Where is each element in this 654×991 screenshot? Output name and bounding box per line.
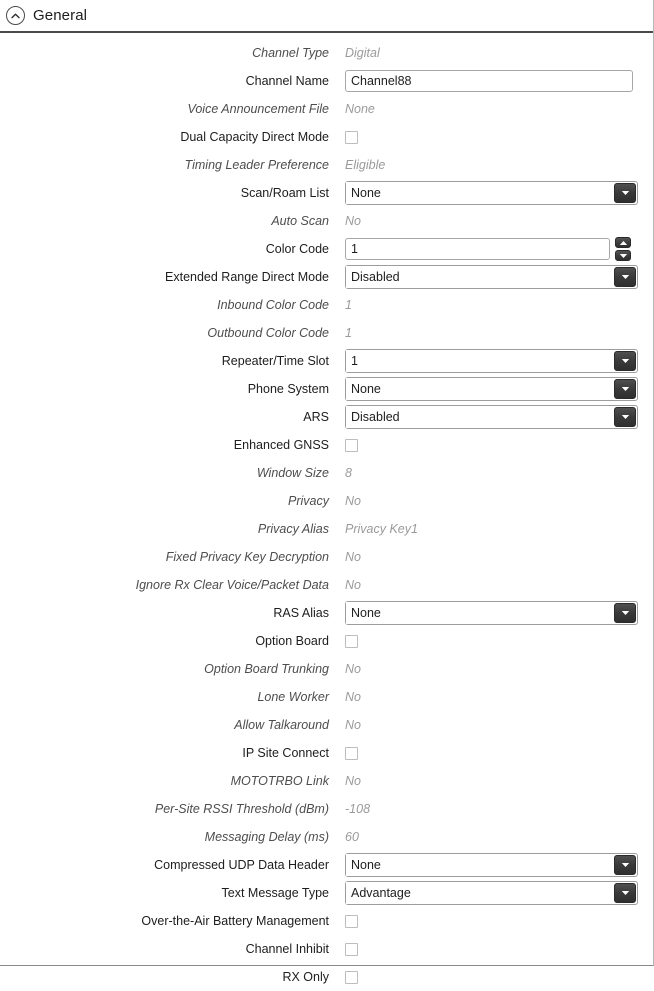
label-dual-capacity-direct-mode: Dual Capacity Direct Mode bbox=[180, 130, 329, 144]
setting-row-channel-inhibit bbox=[0, 935, 653, 963]
setting-row-privacy bbox=[0, 487, 653, 515]
setting-row-extended-range-direct-mode bbox=[0, 263, 653, 291]
control-channel-name bbox=[337, 70, 653, 92]
control-over-the-air-battery-management bbox=[337, 915, 653, 928]
control-repeater-time-slot bbox=[337, 349, 653, 373]
checkbox-over-the-air-battery-management[interactable] bbox=[345, 915, 358, 928]
control-timing-leader-preference bbox=[337, 158, 653, 172]
settings-row-list bbox=[0, 33, 653, 991]
control-auto-scan bbox=[337, 214, 653, 228]
label-ars: ARS bbox=[303, 410, 329, 424]
chevron-down-icon[interactable] bbox=[614, 183, 636, 203]
setting-row-fixed-privacy-key-decryption bbox=[0, 543, 653, 571]
label-channel-type: Channel Type bbox=[252, 46, 329, 60]
label-option-board-trunking: Option Board Trunking bbox=[204, 662, 329, 676]
chevron-down-icon[interactable] bbox=[614, 883, 636, 903]
control-ras-alias bbox=[337, 601, 653, 625]
chevron-down-icon[interactable] bbox=[614, 379, 636, 399]
label-phone-system: Phone System bbox=[247, 382, 329, 396]
label-channel-name: Channel Name bbox=[245, 74, 329, 88]
readonly-value-per-site-rssi-threshold-dbm: -108 bbox=[345, 802, 371, 816]
control-extended-range-direct-mode bbox=[337, 265, 653, 289]
readonly-value-option-board-trunking: No bbox=[345, 662, 361, 676]
label-extended-range-direct-mode: Extended Range Direct Mode bbox=[165, 270, 329, 284]
label-scan-roam-list: Scan/Roam List bbox=[240, 186, 329, 200]
setting-row-messaging-delay-ms bbox=[0, 823, 653, 851]
setting-row-privacy-alias bbox=[0, 515, 653, 543]
dropdown-extended-range-direct-mode[interactable] bbox=[345, 265, 638, 289]
control-option-board bbox=[337, 635, 653, 648]
label-ras-alias: RAS Alias bbox=[273, 606, 329, 620]
setting-row-enhanced-gnss bbox=[0, 431, 653, 459]
label-voice-announcement-file: Voice Announcement File bbox=[187, 102, 329, 116]
label-enhanced-gnss: Enhanced GNSS bbox=[233, 438, 329, 452]
setting-row-ras-alias bbox=[0, 599, 653, 627]
control-channel-type bbox=[337, 46, 653, 60]
stepper-down-icon[interactable] bbox=[615, 250, 631, 261]
stepper-color-code bbox=[615, 237, 631, 261]
readonly-value-outbound-color-code: 1 bbox=[345, 326, 352, 340]
dropdown-value-ars: Disabled bbox=[346, 406, 614, 428]
readonly-value-ignore-rx-clear-voice-packet-data: No bbox=[345, 578, 361, 592]
readonly-value-mototrbo-link: No bbox=[345, 774, 361, 788]
setting-row-option-board bbox=[0, 627, 653, 655]
readonly-value-privacy-alias: Privacy Key1 bbox=[345, 522, 418, 536]
setting-row-inbound-color-code bbox=[0, 291, 653, 319]
setting-row-option-board-trunking bbox=[0, 655, 653, 683]
control-channel-inhibit bbox=[337, 943, 653, 956]
dropdown-value-phone-system: None bbox=[346, 378, 614, 400]
label-per-site-rssi-threshold-dbm: Per-Site RSSI Threshold (dBm) bbox=[154, 802, 329, 816]
readonly-value-messaging-delay-ms: 60 bbox=[345, 830, 359, 844]
readonly-value-auto-scan: No bbox=[345, 214, 361, 228]
dropdown-value-compressed-udp-data-header: None bbox=[346, 854, 614, 876]
setting-row-dual-capacity-direct-mode bbox=[0, 123, 653, 151]
setting-row-timing-leader-preference bbox=[0, 151, 653, 179]
dropdown-text-message-type[interactable] bbox=[345, 881, 638, 905]
checkbox-ip-site-connect[interactable] bbox=[345, 747, 358, 760]
control-privacy bbox=[337, 494, 653, 508]
control-allow-talkaround bbox=[337, 718, 653, 732]
label-window-size: Window Size bbox=[256, 466, 329, 480]
label-allow-talkaround: Allow Talkaround bbox=[234, 718, 329, 732]
label-text-message-type: Text Message Type bbox=[221, 886, 329, 900]
section-header-general bbox=[0, 0, 653, 33]
control-scan-roam-list bbox=[337, 181, 653, 205]
setting-row-auto-scan bbox=[0, 207, 653, 235]
readonly-value-channel-type: Digital bbox=[345, 46, 380, 60]
control-privacy-alias bbox=[337, 522, 653, 536]
setting-row-compressed-udp-data-header bbox=[0, 851, 653, 879]
control-ignore-rx-clear-voice-packet-data bbox=[337, 578, 653, 592]
chevron-up-circle-icon[interactable] bbox=[6, 6, 25, 25]
label-auto-scan: Auto Scan bbox=[271, 214, 329, 228]
dropdown-value-ras-alias: None bbox=[346, 602, 614, 624]
setting-row-ip-site-connect bbox=[0, 739, 653, 767]
label-ip-site-connect: IP Site Connect bbox=[242, 746, 329, 760]
control-fixed-privacy-key-decryption bbox=[337, 550, 653, 564]
label-lone-worker: Lone Worker bbox=[257, 690, 329, 704]
label-fixed-privacy-key-decryption: Fixed Privacy Key Decryption bbox=[165, 550, 329, 564]
dropdown-value-scan-roam-list: None bbox=[346, 182, 614, 204]
chevron-down-icon[interactable] bbox=[614, 407, 636, 427]
control-lone-worker bbox=[337, 690, 653, 704]
dropdown-scan-roam-list[interactable] bbox=[345, 181, 638, 205]
checkbox-enhanced-gnss[interactable] bbox=[345, 439, 358, 452]
setting-row-outbound-color-code bbox=[0, 319, 653, 347]
readonly-value-window-size: 8 bbox=[345, 466, 352, 480]
label-color-code: Color Code bbox=[265, 242, 329, 256]
label-channel-inhibit: Channel Inhibit bbox=[245, 942, 329, 956]
setting-row-voice-announcement-file bbox=[0, 95, 653, 123]
control-color-code bbox=[337, 237, 653, 261]
chevron-down-icon[interactable] bbox=[614, 351, 636, 371]
control-outbound-color-code bbox=[337, 326, 653, 340]
label-messaging-delay-ms: Messaging Delay (ms) bbox=[204, 830, 329, 844]
dropdown-repeater-time-slot[interactable] bbox=[345, 349, 638, 373]
checkbox-dual-capacity-direct-mode[interactable] bbox=[345, 131, 358, 144]
setting-row-phone-system bbox=[0, 375, 653, 403]
setting-row-per-site-rssi-threshold-dbm bbox=[0, 795, 653, 823]
control-rx-only bbox=[337, 971, 653, 984]
control-mototrbo-link bbox=[337, 774, 653, 788]
control-ip-site-connect bbox=[337, 747, 653, 760]
control-inbound-color-code bbox=[337, 298, 653, 312]
label-privacy: Privacy bbox=[288, 494, 329, 508]
setting-row-channel-name bbox=[0, 67, 653, 95]
control-messaging-delay-ms bbox=[337, 830, 653, 844]
dropdown-phone-system[interactable] bbox=[345, 377, 638, 401]
setting-row-scan-roam-list bbox=[0, 179, 653, 207]
label-ignore-rx-clear-voice-packet-data: Ignore Rx Clear Voice/Packet Data bbox=[135, 578, 329, 592]
control-dual-capacity-direct-mode bbox=[337, 131, 653, 144]
dropdown-value-text-message-type: Advantage bbox=[346, 882, 614, 904]
setting-row-repeater-time-slot bbox=[0, 347, 653, 375]
input-channel-name[interactable]: Channel88 bbox=[345, 70, 633, 92]
checkbox-rx-only[interactable] bbox=[345, 971, 358, 984]
control-option-board-trunking bbox=[337, 662, 653, 676]
control-text-message-type bbox=[337, 881, 653, 905]
readonly-value-timing-leader-preference: Eligible bbox=[345, 158, 386, 172]
chevron-down-icon[interactable] bbox=[614, 267, 636, 287]
setting-row-channel-type bbox=[0, 39, 653, 67]
stepper-up-icon[interactable] bbox=[615, 237, 631, 248]
page-title: General bbox=[33, 7, 88, 24]
dropdown-compressed-udp-data-header[interactable] bbox=[345, 853, 638, 877]
dropdown-value-repeater-time-slot: 1 bbox=[346, 350, 614, 372]
chevron-down-icon[interactable] bbox=[614, 855, 636, 875]
dropdown-value-extended-range-direct-mode: Disabled bbox=[346, 266, 614, 288]
dropdown-ras-alias[interactable] bbox=[345, 601, 638, 625]
label-inbound-color-code: Inbound Color Code bbox=[217, 298, 329, 312]
setting-row-over-the-air-battery-management bbox=[0, 907, 653, 935]
control-window-size bbox=[337, 466, 653, 480]
label-option-board: Option Board bbox=[255, 634, 329, 648]
label-outbound-color-code: Outbound Color Code bbox=[207, 326, 329, 340]
control-ars bbox=[337, 405, 653, 429]
setting-row-mototrbo-link bbox=[0, 767, 653, 795]
setting-row-lone-worker bbox=[0, 683, 653, 711]
dropdown-ars[interactable] bbox=[345, 405, 638, 429]
readonly-value-allow-talkaround: No bbox=[345, 718, 361, 732]
label-repeater-time-slot: Repeater/Time Slot bbox=[221, 354, 329, 368]
readonly-value-inbound-color-code: 1 bbox=[345, 298, 352, 312]
label-mototrbo-link: MOTOTRBO Link bbox=[230, 774, 329, 788]
setting-row-ars bbox=[0, 403, 653, 431]
readonly-value-fixed-privacy-key-decryption: No bbox=[345, 550, 361, 564]
label-rx-only: RX Only bbox=[282, 970, 329, 984]
control-compressed-udp-data-header bbox=[337, 853, 653, 877]
setting-row-color-code bbox=[0, 235, 653, 263]
label-over-the-air-battery-management: Over-the-Air Battery Management bbox=[141, 914, 329, 928]
readonly-value-privacy: No bbox=[345, 494, 361, 508]
label-timing-leader-preference: Timing Leader Preference bbox=[184, 158, 329, 172]
checkbox-option-board[interactable] bbox=[345, 635, 358, 648]
chevron-down-icon[interactable] bbox=[614, 603, 636, 623]
control-phone-system bbox=[337, 377, 653, 401]
label-compressed-udp-data-header: Compressed UDP Data Header bbox=[154, 858, 329, 872]
setting-row-text-message-type bbox=[0, 879, 653, 907]
readonly-value-lone-worker: No bbox=[345, 690, 361, 704]
control-voice-announcement-file bbox=[337, 102, 653, 116]
setting-row-window-size bbox=[0, 459, 653, 487]
setting-row-allow-talkaround bbox=[0, 711, 653, 739]
control-enhanced-gnss bbox=[337, 439, 653, 452]
input-color-code[interactable]: 1 bbox=[345, 238, 610, 260]
label-privacy-alias: Privacy Alias bbox=[257, 522, 329, 536]
checkbox-channel-inhibit[interactable] bbox=[345, 943, 358, 956]
readonly-value-voice-announcement-file: None bbox=[345, 102, 375, 116]
setting-row-rx-only bbox=[0, 963, 653, 991]
setting-row-ignore-rx-clear-voice-packet-data bbox=[0, 571, 653, 599]
control-per-site-rssi-threshold-dbm bbox=[337, 802, 653, 816]
